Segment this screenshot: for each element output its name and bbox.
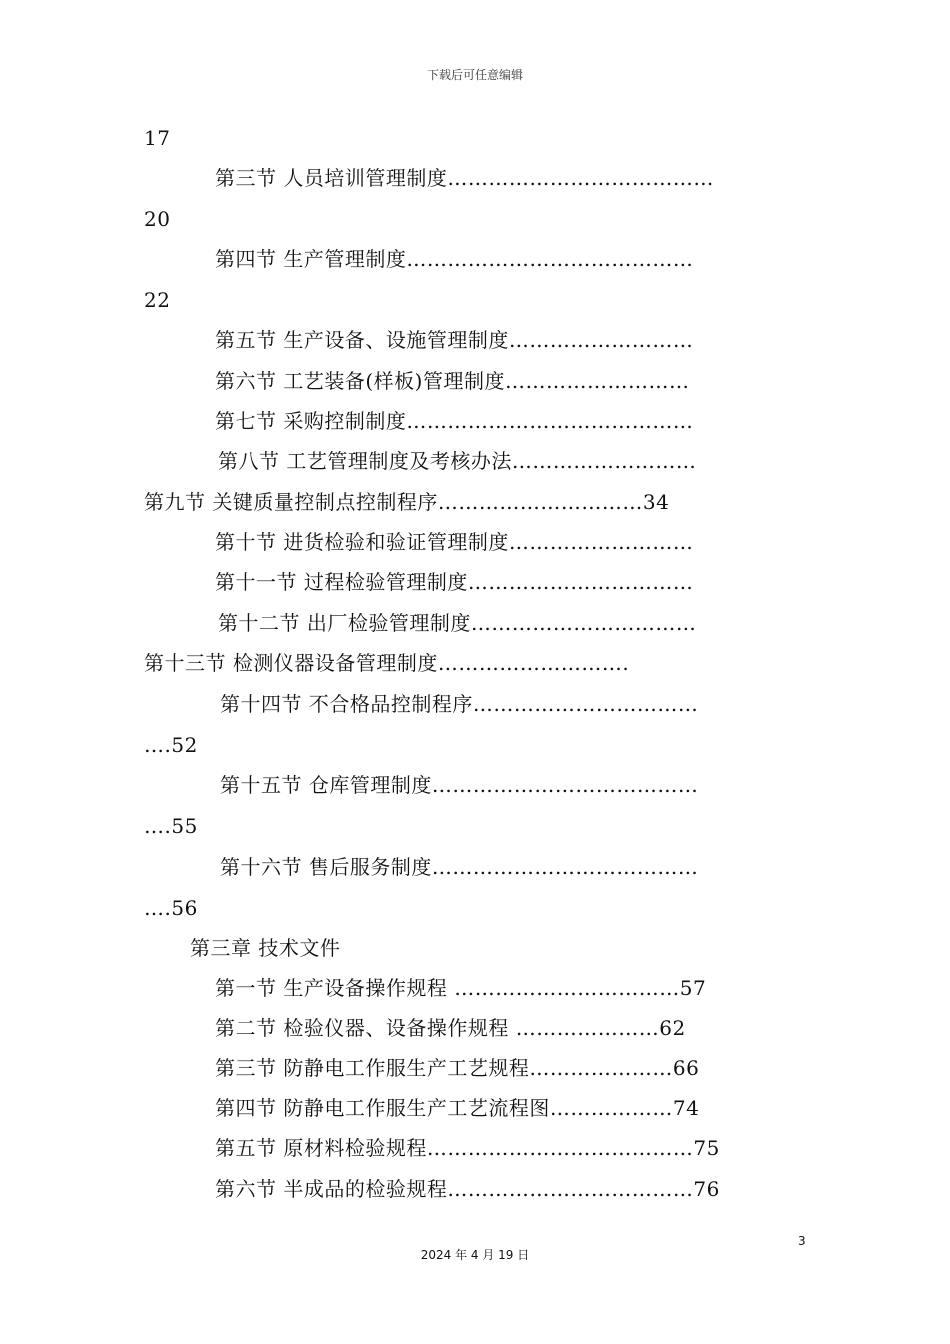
toc-line: 第六节 工艺装备(样板)管理制度……………………… [215, 369, 690, 393]
toc-line: 第七节 采购控制制度…………………………………… [215, 409, 694, 433]
toc-line: 第六节 半成品的检验规程………………………………76 [215, 1177, 720, 1201]
toc-line: ….55 [144, 814, 198, 838]
toc-line: 第一节 生产设备操作规程 ……………………………57 [215, 976, 707, 1000]
toc-line: 第十四节 不合格品控制程序…………………………… [220, 692, 699, 716]
toc-line: 第五节 原材料检验规程…………………………………75 [215, 1136, 720, 1160]
toc-line: 20 [144, 207, 171, 231]
toc-line: ….56 [144, 896, 198, 920]
toc-line: 第三节 防静电工作服生产工艺规程…………………66 [215, 1056, 700, 1080]
toc-line: 第九节 关键质量控制点控制程序…………………………34 [144, 490, 670, 514]
page-number: 3 [798, 1234, 806, 1248]
toc-line: 22 [144, 288, 171, 312]
toc-line: 17 [144, 126, 171, 150]
toc-line: 第四节 生产管理制度…………………………………… [215, 247, 694, 271]
toc-line: ….52 [144, 733, 198, 757]
page-footer-date: 2024 年 4 月 19 日 [420, 1248, 530, 1262]
toc-line: 第三节 人员培训管理制度………………………………… [215, 166, 714, 190]
toc-line: 第十六节 售后服务制度………………………………… [220, 855, 699, 879]
toc-line: 第十节 进货检验和验证管理制度……………………… [215, 530, 694, 554]
toc-line: 第十一节 过程检验管理制度…………………………… [215, 570, 694, 594]
toc-line: 第八节 工艺管理制度及考核办法……………………… [218, 449, 697, 473]
toc-line: 第十三节 检测仪器设备管理制度………………………. [144, 651, 630, 675]
chapter-heading: 第三章 技术文件 [190, 936, 341, 960]
toc-line: 第二节 检验仪器、设备操作规程 …………………62 [215, 1016, 686, 1040]
toc-line: 第十二节 出厂检验管理制度…………………………… [218, 611, 697, 635]
toc-line: 第十五节 仓库管理制度………………………………… [220, 773, 699, 797]
toc-line: 第四节 防静电工作服生产工艺流程图………………74 [215, 1096, 700, 1120]
toc-line: 第五节 生产设备、设施管理制度……………………… [215, 328, 694, 352]
page-header: 下载后可任意编辑 [426, 68, 523, 82]
